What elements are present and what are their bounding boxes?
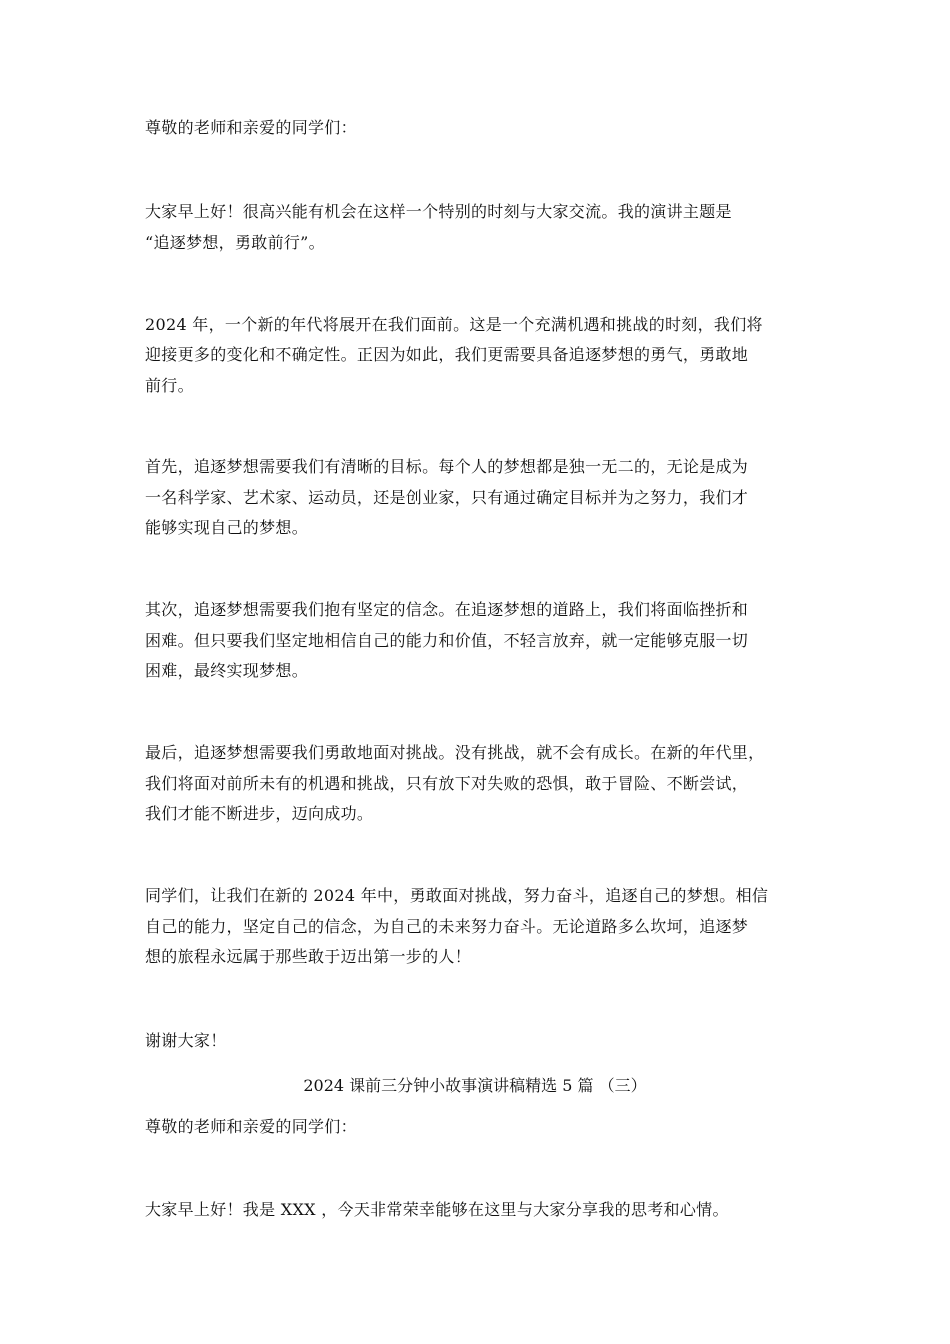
greeting-1: 尊敬的老师和亲爱的同学们：: [145, 118, 357, 137]
paragraph-line: 自己的能力，坚定自己的信念，为自己的未来努力奋斗。无论道路多么坎坷，追逐梦: [145, 917, 749, 936]
paragraph-line: 大家早上好！很高兴能有机会在这样一个特别的时刻与大家交流。我的演讲主题是: [145, 202, 732, 221]
paragraph-line: 2024 年，一个新的年代将展开在我们面前。这是一个充满机遇和挑战的时刻，我们将: [145, 315, 763, 334]
paragraph-line: 最后，追逐梦想需要我们勇敢地面对挑战。没有挑战，就不会有成长。在新的年代里，: [145, 743, 765, 762]
paragraph-line: 前行。: [145, 376, 194, 395]
paragraph-line: “追逐梦想，勇敢前行”。: [145, 233, 325, 252]
closing-thanks: 谢谢大家！: [145, 1031, 227, 1050]
paragraph-line: 想的旅程永远属于那些敢于迈出第一步的人！: [145, 947, 472, 966]
paragraph-line: 其次，追逐梦想需要我们抱有坚定的信念。在追逐梦想的道路上，我们将面临挫折和: [145, 600, 749, 619]
section-title: 2024 课前三分钟小故事演讲稿精选 5 篇 （三）: [303, 1076, 647, 1095]
paragraph-line: 困难。但只要我们坚定地相信自己的能力和价值，不轻言放弃，就一定能够克服一切: [145, 631, 749, 650]
paragraph-line: 首先，追逐梦想需要我们有清晰的目标。每个人的梦想都是独一无二的，无论是成为: [145, 457, 749, 476]
paragraph-line: 一名科学家、艺术家、运动员，还是创业家，只有通过确定目标并为之努力，我们才: [145, 488, 749, 507]
greeting-2: 尊敬的老师和亲爱的同学们：: [145, 1117, 357, 1136]
paragraph-line: 大家早上好！我是 XXX ，今天非常荣幸能够在这里与大家分享我的思考和心情。: [145, 1200, 729, 1219]
paragraph-line: 同学们，让我们在新的 2024 年中，勇敢面对挑战，努力奋斗，追逐自己的梦想。相信: [145, 886, 769, 905]
paragraph-line: 我们将面对前所未有的机遇和挑战，只有放下对失败的恐惧，敢于冒险、不断尝试，: [145, 774, 749, 793]
paragraph-line: 我们才能不断进步，迈向成功。: [145, 804, 374, 823]
paragraph-line: 能够实现自己的梦想。: [145, 518, 309, 537]
paragraph-line: 困难，最终实现梦想。: [145, 661, 309, 680]
paragraph-line: 迎接更多的变化和不确定性。正因为如此，我们更需要具备追逐梦想的勇气，勇敢地: [145, 345, 749, 364]
